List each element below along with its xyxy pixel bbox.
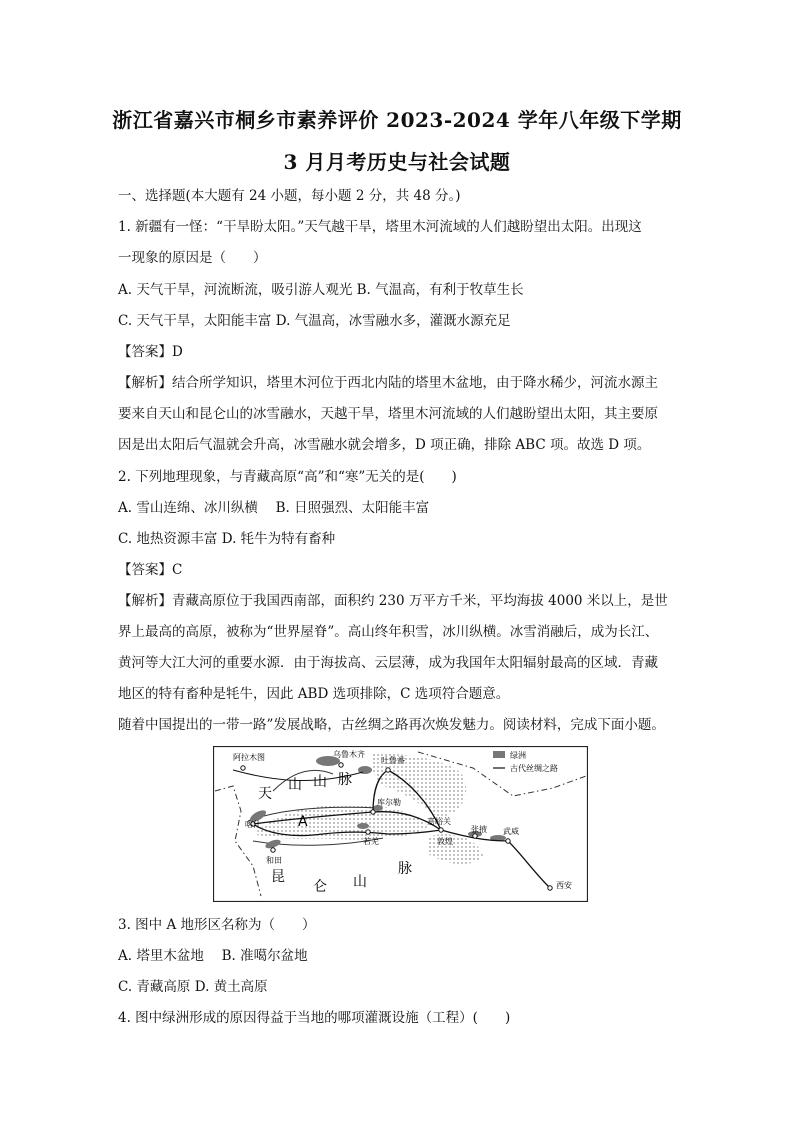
city-marker-xian [548,886,552,890]
tianshan-char-3: 山 [313,774,327,790]
city-marker-wuwei [506,839,510,843]
page-title-line-1: 浙江省嘉兴市桐乡市素养评价 2023-2024 学年八年级下学期 [112,108,682,132]
q3-options-ab: A. 塔里木盆地 B. 准噶尔盆地 [118,948,308,964]
label-kashgar: 喀什 [245,820,261,829]
city-marker-alatau [241,766,245,770]
city-marker-korla [371,810,375,814]
label-turpan: 吐鲁番 [381,756,405,765]
label-dunhuang: 敦煌 [437,837,453,846]
legend-road-label: 古代丝绸之路 [510,764,558,773]
city-marker-urumqi [339,763,343,767]
q1-analysis-1: 【解析】结合所学知识，塔里木河位于西北内陆的塔里木盆地，由于降水稀少，河流水源主 [118,375,658,391]
q2-analysis-4: 地区的特有畜种是牦牛，因此 ABD 选项排除，C 选项符合题意。 [118,686,510,702]
q1-options-cd: C. 天气干旱，太阳能丰富 D. 气温高，冰雪融水多，灌溉水源充足 [118,313,511,329]
section-heading: 一、选择题(本大题有 24 小题，每小题 2 分，共 48 分。) [118,188,461,204]
q2-options-cd: C. 地热资源丰富 D. 牦牛为特有畜种 [118,531,336,547]
label-korla: 库尔勒 [377,798,401,807]
region-a-label: A [298,814,308,830]
label-hotan: 和田 [266,856,282,865]
kunlun-char-3: 山 [353,874,367,890]
label-jiayuguan: 嘉峪关 [427,817,451,826]
legend-oasis-label: 绿洲 [510,751,526,760]
q4-stem: 4. 图中绿洲形成的原因得益于当地的哪项灌溉设施（工程）( ) [118,1010,511,1026]
q1-options-ab: A. 天气干旱，河流断流，吸引游人观光 B. 气温高，有利于牧草生长 [118,282,524,298]
city-marker-jiayuguan [439,828,443,832]
q2-analysis-1: 【解析】青藏高原位于我国西南部，面积约 230 万平方千米，平均海拔 4000 米以上，是世 [118,593,668,609]
q1-analysis-2: 要来自天山和昆仑山的冰雪融水，天越干旱，塔里木河流域的人们越盼望出太阳，其主要原 [118,406,658,422]
q2-stem: 2. 下列地理现象，与青藏高原“高”和“寒”无关的是( ) [118,469,457,485]
oasis-ruoqiang [357,823,369,829]
q2-analysis-3: 黄河等大江大河的重要水源．由于海拔高、云层薄，成为我国年太阳辐射最高的区域．青藏 [118,655,658,671]
material-intro: 随着中国提出的一带一路”发展战略，古丝绸之路再次焕发魅力。阅读材料，完成下面小题。 [118,717,665,733]
city-marker-hotan [271,848,275,852]
label-alatau: 阿拉木图 [233,753,265,762]
legend-oasis-swatch [493,751,505,758]
kunlun-char-2: 仑 [313,879,327,895]
kunlun-char-4: 脉 [398,861,412,877]
q1-answer: 【答案】D [118,344,183,360]
city-marker-turpan [386,768,390,772]
q2-answer: 【答案】C [118,562,183,578]
q1-stem-1: 1. 新疆有一怪：“干旱盼太阳。”天气越干旱，塔里木河流域的人们越盼望出太阳。出现这 [118,219,642,235]
tianshan-char-2: 山 [288,777,302,793]
kunlun-char-1: 昆 [271,869,285,885]
q3-stem: 3. 图中 A 地形区名称为（ ） [118,917,316,933]
label-wuwei: 武威 [503,827,519,836]
tianshan-char-4: 脉 [338,772,352,788]
city-marker-zhangye [473,834,477,838]
label-ruoqiang: 若羌 [363,837,379,846]
label-urumqi: 乌鲁木齐 [333,750,365,759]
label-zhangye: 张掖 [471,825,487,834]
q1-stem-2: 一现象的原因是（ ） [118,250,267,266]
label-xian: 西安 [556,881,572,890]
q2-analysis-2: 界上最高的高原，被称为“世界屋脊”。高山终年积雪，冰川纵横。冰雪消融后，成为长江、 [118,624,659,640]
q2-options-ab: A. 雪山连绵、冰川纵横 B. 日照强烈、太阳能丰富 [118,500,430,516]
q3-options-cd: C. 青藏高原 D. 黄土高原 [118,979,268,995]
page-title-line-2: 3 月月考历史与社会试题 [283,150,511,174]
q1-analysis-3: 因是出太阳后气温就会升高，冰雪融水就会增多，D 项正确，排除 ABC 项。故选 D 项。 [118,437,651,453]
tianshan-char-1: 天 [258,786,272,802]
silk-road-map [213,746,588,902]
city-marker-ruoqiang [366,830,370,834]
